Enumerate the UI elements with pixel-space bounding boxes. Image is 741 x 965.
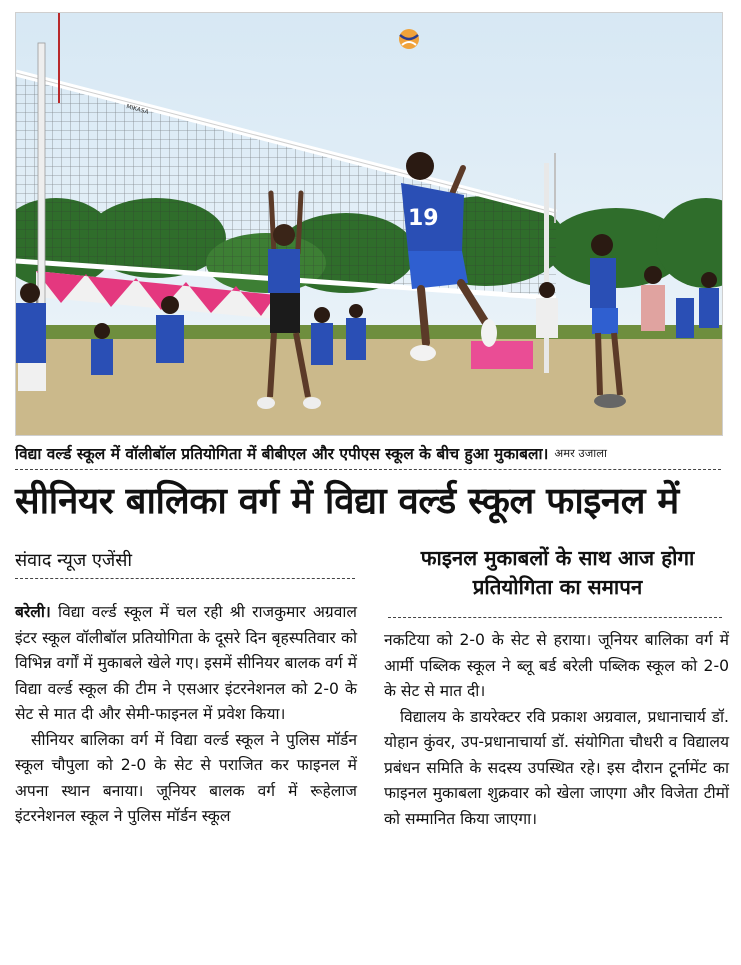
volleyball (399, 29, 419, 49)
sub-headline-line-2: प्रतियोगिता का समापन (472, 575, 643, 599)
caption-text: विद्या वर्ल्ड स्कूल में वॉलीबॉल प्रतियोगिता में बीबीएल और एपीएस स्कूल के बीच हुआ मुकाबला। (15, 445, 549, 463)
sub-headline-line-1: फाइनल मुकाबलों के साथ आज होगा (420, 546, 695, 570)
body-column-left (15, 600, 357, 830)
body-paragraph-4: विद्यालय के डायरेक्टर रवि प्रकाश अग्रवाल, प्रधानाचार्य डॉ. योहान कुंवर, उप-प्रधानाचार्या डॉ. संयोगिता चौधरी व विद्यालय प्रबंधन समिति के सदस्य उपस्थित रहे। इस दौरान टूर्नामेंट का फाइनल मुकाबला शुक्रवार को खेला जाएगा और विजेता टीमों को सम्मानित किया जाएगा। (384, 707, 729, 828)
sub-headline (385, 544, 730, 602)
photo-credit: अमर उजाला (554, 445, 608, 460)
body-paragraph-3: नकटिया को 2-0 के सेट से हराया। जूनियर बालिका वर्ग में आर्मी पब्लिक स्कूल ने ब्लू बर्ड बरेली पब्लिक स्कूल को 2-0 के सेट से मात दी। (384, 631, 729, 700)
byline-divider (15, 578, 355, 579)
news-photo (15, 12, 723, 436)
body-paragraph-1-text: विद्या वर्ल्ड स्कूल में चल रही श्री राजकुमार अग्रवाल इंटर स्कूल वॉलीबॉल प्रतियोगिता के दूसरे दिन बृहस्पतिवार को विभिन्न वर्गों में मुकाबले खेले गए। इसमें सीनियर बालक वर्ग में विद्या वर्ल्ड स्कूल की टीम ने एसआर इंटरनेशनल को 2-0 के सेट से मात दी और सेमी-फाइनल में प्रवेश किया। (15, 603, 357, 723)
jersey-number: 19 (408, 206, 439, 231)
subhead-divider (388, 617, 722, 618)
headline: सीनियर बालिका वर्ग में विद्या वर्ल्ड स्कूल फाइनल में (15, 479, 679, 522)
body-paragraph-1 (15, 600, 357, 728)
byline: संवाद न्यूज एजेंसी (15, 550, 133, 571)
photo-caption (15, 440, 721, 466)
caption-divider (15, 469, 721, 470)
body-paragraph-2: सीनियर बालिका वर्ग में विद्या वर्ल्ड स्कूल ने पुलिस मॉर्डन स्कूल चौपुला को 2-0 के सेट से पराजित कर फाइनल में अपना स्थान बनाया। जूनियर बालक वर्ग में रूहेलाज इंटरनेशनल स्कूल ने पुलिस मॉर्डन स्कूल (15, 730, 357, 825)
net-brand-label: MIKASA (125, 103, 150, 116)
dateline: बरेली। (15, 603, 51, 621)
body-column-right (384, 628, 729, 832)
